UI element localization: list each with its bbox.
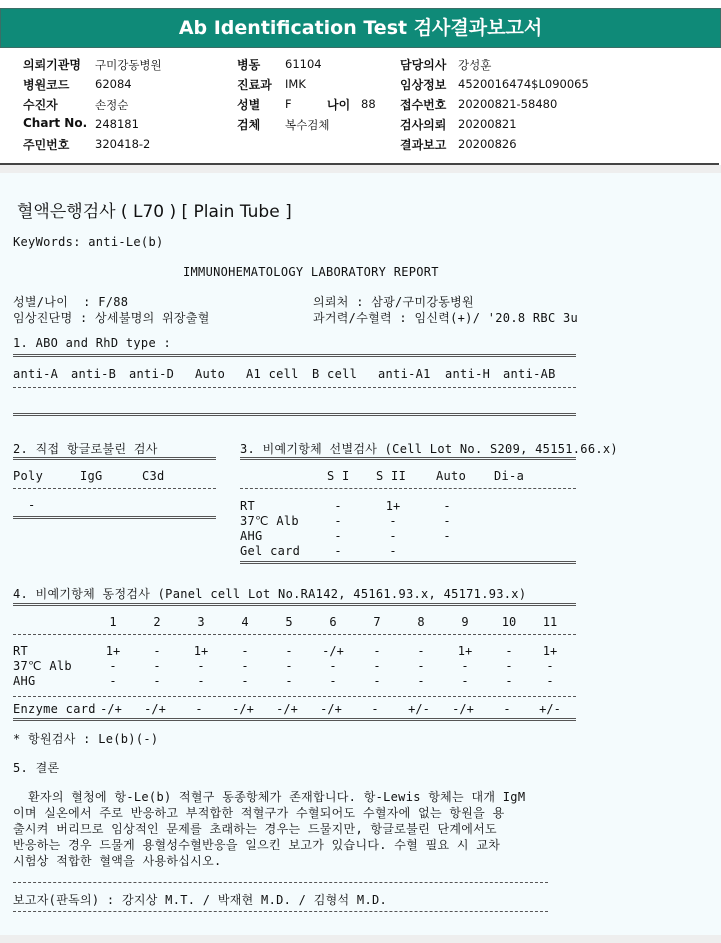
abo-col-anti-ab: anti-AB [503,367,556,381]
request-date-value: 20200821 [458,117,517,131]
dat-col-poly: Poly [13,469,44,483]
abo-col-anti-b: anti-B [71,367,117,381]
signature: 보고자(판독의) : 강지상 M.T. / 박재현 M.D. / 김형석 M.D. [13,893,388,907]
panel-col-header: 5 [285,615,293,629]
section-separator [0,165,721,173]
enzyme-cell: -/+ [276,702,298,716]
screen-heading: 3. 비예기항체 선별검사 (Cell Lot No. S209, 45151.66.x) [240,442,618,456]
conclusion-line: 출시켜 버리므로 임상적인 문제를 초래하는 경우는 드물지만, 항글로불린 단계에서도 [13,822,497,836]
chart-no-label: Chart No. [23,116,88,130]
panel-cell: - [546,674,554,688]
screen-cell: - [334,544,342,558]
keywords: KeyWords: anti-Le(b) [13,235,164,249]
panel-cell: - [241,644,249,658]
report-date-value: 20200826 [458,137,517,151]
screen-cell: - [334,499,342,513]
panel-col-header: 1 [109,615,117,629]
doctor-value: 강성훈 [458,58,492,72]
panel-cell: - [373,644,381,658]
department-label: 진료과 [237,78,272,92]
dat-top-rule [13,457,216,460]
doctor-label: 담당의사 [400,58,447,72]
dat-poly-value: - [28,498,36,512]
conclusion-line: 환자의 혈청에 항-Le(b) 적혈구 동종항체가 존재합니다. 항-Lewis 항체는 대개 IgM [13,790,526,804]
enzyme-cell: -/+ [144,702,166,716]
antigen-test: * 항원검사 : Le(b)(-) [13,732,159,746]
abo-col-anti-a: anti-A [13,367,59,381]
dat-header-rule [13,488,216,489]
age-label: 나이 [327,98,351,112]
screen-col-di-a: Di-a [494,469,525,483]
specimen-value: 복수검체 [285,118,330,132]
panel-row-label: RT [13,644,29,658]
panel-cell: - [153,674,161,688]
abo-col-a1-cell: A1 cell [246,367,299,381]
panel-cell: - [417,644,425,658]
enzyme-cell: - [371,702,379,716]
panel-cell: 1+ [193,644,209,658]
lab-report-title: IMMUNOHEMATOLOGY LABORATORY REPORT [183,265,439,279]
ward-label: 병동 [237,58,261,72]
enzyme-cell: +/- [408,702,430,716]
panel-cell: - [109,659,117,673]
screen-cell: - [389,514,397,528]
panel-cell: - [153,644,161,658]
clinical-diagnosis: 임상진단명 : 상세불명의 위장출혈 [13,311,210,325]
screen-cell: 1+ [385,499,401,513]
specimen-label: 검체 [237,118,261,132]
screen-col-auto: Auto [436,469,467,483]
panel-cell: - [505,644,513,658]
panel-cell: - [329,659,337,673]
abo-bottom-rule [13,413,576,416]
resident-no-value: 320418-2 [95,137,151,151]
panel-cell: - [546,659,554,673]
abo-heading: 1. ABO and RhD type : [13,336,172,350]
enzyme-cell: -/+ [452,702,474,716]
panel-cell: - [285,659,293,673]
resident-no-label: 주민번호 [23,138,70,152]
panel-heading: 4. 비예기항체 동정검사 (Panel cell Lot No.RA142, 45161.93.x, 45171.93.x) [13,587,527,601]
screen-row-label: AHG [240,529,263,543]
requester: 의뢰처 : 삼광/구미강동병원 [313,295,474,309]
panel-row-label: 37℃ Alb [13,659,72,673]
chart-no-value: 248181 [95,117,139,131]
panel-cell: - [109,674,117,688]
panel-col-header: 8 [417,615,425,629]
panel-cell: -/+ [322,644,344,658]
screen-cell: - [443,499,451,513]
screen-bottom-rule [240,561,576,564]
panel-cell: - [461,674,469,688]
dat-heading: 2. 직접 항글로불린 검사 [13,442,158,456]
dat-bottom-rule [13,516,216,519]
patient-info-panel [0,52,719,165]
screen-top-rule [240,457,576,460]
department-value: IMK [285,77,306,91]
abo-col-b-cell: B cell [312,367,358,381]
report-body [0,173,721,943]
enzyme-cell: -/+ [232,702,254,716]
panel-cell: 1+ [542,644,558,658]
panel-row-label: AHG [13,674,36,688]
screen-col-si: S I [327,469,350,483]
ward-value: 61104 [285,57,322,71]
panel-cell: - [373,659,381,673]
panel-cell: - [285,644,293,658]
screen-cell: - [389,529,397,543]
conclusion-line: 이며 실온에서 주로 반응하고 부적합한 적혈구가 수혈되어도 수혈자에 없는 항원을 용 [13,806,505,820]
hospital-code-value: 62084 [95,77,132,91]
screen-cell: - [334,529,342,543]
panel-cell: - [505,674,513,688]
screen-cell: - [389,544,397,558]
sex-age: 성별/나이 : F/88 [13,295,129,309]
abo-col-anti-d: anti-D [129,367,175,381]
clinical-info-value: 4520016474$L090065 [458,77,589,91]
screen-row-label: RT [240,499,256,513]
panel-bottom-rule [13,718,576,721]
enzyme-cell: - [503,702,511,716]
conclusion-heading: 5. 결론 [13,761,60,775]
abo-top-rule [13,354,576,357]
panel-cell: 1+ [457,644,473,658]
panel-col-header: 11 [542,615,558,629]
panel-cell: - [285,674,293,688]
panel-cell: 1+ [105,644,121,658]
clinical-info-label: 임상정보 [400,78,447,92]
institution-value: 구미강동병원 [95,58,162,72]
age-value: 88 [361,97,376,111]
institution-label: 의뢰기관명 [23,58,81,72]
panel-top-rule [13,603,576,606]
screen-cell: - [443,529,451,543]
panel-cell: - [505,659,513,673]
enzyme-row-label: Enzyme card [13,702,96,716]
panel-header-rule [13,634,576,635]
hospital-code-label: 병원코드 [23,78,70,92]
enzyme-cell: - [195,702,203,716]
screen-col-sii: S II [376,469,407,483]
sex-label: 성별 [237,98,261,112]
panel-col-header: 2 [153,615,161,629]
panel-cell: - [417,674,425,688]
panel-cell: - [461,659,469,673]
enzyme-cell: -/+ [320,702,342,716]
panel-col-header: 3 [197,615,205,629]
section-title: 혈액은행검사 ( L70 ) [ Plain Tube ] [17,202,292,222]
panel-col-header: 10 [501,615,517,629]
panel-enzyme-rule [13,696,576,697]
abo-col-anti-a1: anti-A1 [378,367,431,381]
abo-col-anti-h: anti-H [445,367,491,381]
panel-cell: - [417,659,425,673]
sex-value: F [285,97,292,111]
report-date-label: 결과보고 [400,138,447,152]
panel-col-header: 9 [461,615,469,629]
screen-header-rule [240,488,576,489]
panel-col-header: 7 [373,615,381,629]
panel-cell: - [373,674,381,688]
transfusion-history: 과거력/수혈력 : 임신력(+)/ '20.8 RBC 3u [313,311,579,325]
enzyme-cell: +/- [539,702,561,716]
abo-col-auto: Auto [195,367,226,381]
panel-cell: - [329,674,337,688]
conclusion-line: 시험상 적합한 혈액을 사용하십시오. [13,854,222,868]
panel-cell: - [197,674,205,688]
footer-bar [0,935,721,943]
screen-cell: - [334,514,342,528]
request-date-label: 검사의뢰 [400,118,447,132]
dat-col-igg: IgG [80,469,103,483]
panel-col-header: 6 [329,615,337,629]
signature-bottom-rule [13,911,548,912]
panel-cell: - [241,659,249,673]
conclusion-line: 반응하는 경우 드물게 용혈성수혈반응을 일으킨 보고가 있습니다. 수혈 필요 시 교차 [13,838,501,852]
screen-cell: - [443,514,451,528]
recipient-label: 수진자 [23,98,58,112]
panel-cell: - [197,659,205,673]
panel-cell: - [241,674,249,688]
panel-col-header: 4 [241,615,249,629]
enzyme-cell: -/+ [100,702,122,716]
accession-label: 접수번호 [400,98,447,112]
dat-col-c3d: C3d [142,469,165,483]
recipient-value: 손정순 [95,98,129,112]
report-title-bar [0,8,721,48]
signature-top-rule [13,882,548,883]
panel-cell: - [153,659,161,673]
abo-header-rule [13,387,576,388]
accession-value: 20200821-58480 [458,97,558,111]
screen-row-label: 37℃ Alb [240,514,299,528]
screen-row-label: Gel card [240,544,301,558]
report-title: Ab Identification Test 검사결과보고서 [178,17,543,39]
